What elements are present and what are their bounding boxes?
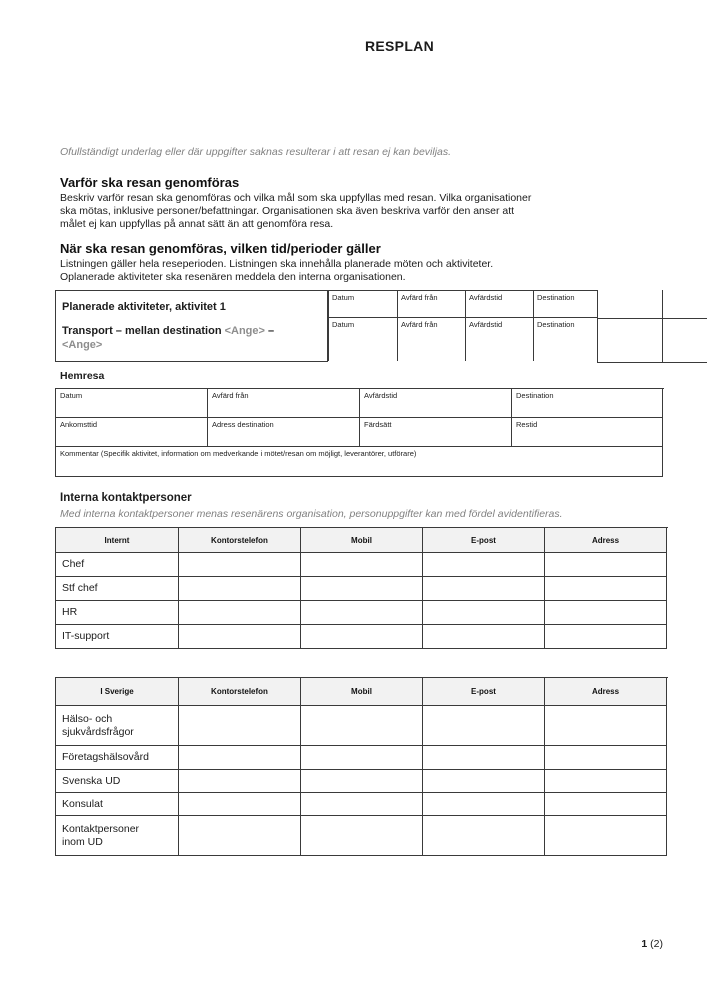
page-number: [641, 938, 663, 950]
empty-cell: [545, 625, 667, 649]
page-number-current: 1: [641, 938, 648, 950]
column-header-cell: Avfärd från: [397, 318, 465, 361]
empty-cell: [301, 601, 423, 625]
empty-cell: [179, 577, 301, 601]
empty-cell: [545, 816, 667, 856]
table-row: [56, 553, 668, 577]
column-header-cell: I Sverige: [56, 678, 179, 706]
row-label-cell: HR: [56, 601, 179, 625]
empty-cell: [179, 816, 301, 856]
field-label-cell: Ankomsttid: [56, 418, 208, 447]
empty-cell: [545, 793, 667, 816]
row-label-cell: Stf chef: [56, 577, 179, 601]
empty-cell: [301, 625, 423, 649]
empty-cell: [179, 706, 301, 746]
column-header-cell: E-post: [423, 678, 545, 706]
table-row: [56, 447, 664, 477]
hemresa-heading: Hemresa: [60, 370, 105, 382]
empty-cell: [301, 793, 423, 816]
empty-cell: [545, 746, 667, 770]
row-label-cell: IT-support: [56, 625, 179, 649]
column-header-cell: Avfärdstid: [465, 290, 533, 318]
table-row: [56, 746, 668, 770]
section-when-paragraph: [60, 258, 660, 284]
activities-row2-label: Transport – mellan destination <Ange> – <Ange>: [62, 325, 275, 351]
empty-cell: [423, 816, 545, 856]
empty-cell: [301, 577, 423, 601]
table-row: [56, 706, 668, 746]
empty-cell: [179, 770, 301, 793]
table-row: [56, 625, 668, 649]
activities-row1-label-cell: [55, 290, 328, 319]
empty-cell: [545, 553, 667, 577]
column-header-cell: Datum: [328, 290, 397, 318]
field-label-cell: Avfärd från: [208, 389, 360, 418]
paragraph-line: målet ej kan uppfyllas på annat sätt än att genomföra resa.: [60, 218, 334, 231]
table-rule: [597, 362, 707, 363]
empty-cell: [545, 601, 667, 625]
table-row: [56, 389, 664, 418]
field-label-cell: Datum: [56, 389, 208, 418]
column-header-cell: Kontorstelefon: [179, 678, 301, 706]
section-why-paragraph: [60, 192, 660, 232]
ange-placeholder: <Ange>: [62, 338, 103, 351]
table-row: [56, 418, 664, 447]
row-label-cell: Konsulat: [56, 793, 179, 816]
column-header-cell: Datum: [328, 318, 397, 361]
row-label-cell: Kontaktpersoner inom UD: [56, 816, 179, 856]
table-row: [56, 793, 668, 816]
field-label-cell: Destination: [512, 389, 663, 418]
column-header-cell: Destination: [533, 318, 597, 361]
empty-cell: [301, 706, 423, 746]
empty-cell: [179, 746, 301, 770]
field-label-cell: Avfärdstid: [360, 389, 512, 418]
table-rule: [597, 290, 598, 362]
empty-cell: [545, 770, 667, 793]
empty-cell: [423, 746, 545, 770]
activities-row2-label-cell: [55, 318, 328, 362]
hemresa-table: [55, 388, 664, 477]
column-header-cell: Mobil: [301, 678, 423, 706]
empty-cell: [179, 625, 301, 649]
table-row: [56, 816, 668, 856]
column-header-cell: Adress: [545, 678, 667, 706]
disclaimer-text: Ofullständigt underlag eller där uppgifter saknas resulterar i att resan ej kan beviljas.: [60, 146, 452, 158]
empty-cell: [301, 816, 423, 856]
column-header-cell: Avfärd från: [397, 290, 465, 318]
table-row: [56, 601, 668, 625]
internal-contacts-table: [55, 527, 668, 649]
page-title: RESPLAN: [365, 38, 434, 54]
column-header-cell: Destination: [533, 290, 597, 318]
field-label-cell: Restid: [512, 418, 663, 447]
column-header-cell: Mobil: [301, 528, 423, 553]
empty-cell: [301, 746, 423, 770]
section-why-heading: Varför ska resan genomföras: [60, 175, 240, 190]
empty-cell: [301, 553, 423, 577]
row-label-cell: Chef: [56, 553, 179, 577]
sweden-contacts-table: [55, 677, 668, 856]
empty-cell: [423, 706, 545, 746]
table-rule: [662, 290, 663, 363]
empty-cell: [179, 553, 301, 577]
paragraph-line: Oplanerade aktiviteter ska resenären meddela den interna organisationen.: [60, 271, 406, 284]
table-row: [56, 770, 668, 793]
field-label-cell: Färdsätt: [360, 418, 512, 447]
column-header-cell: Kontorstelefon: [179, 528, 301, 553]
empty-cell: [423, 625, 545, 649]
column-header-cell: Adress: [545, 528, 667, 553]
field-label-cell: Adress destination: [208, 418, 360, 447]
empty-cell: [423, 601, 545, 625]
paragraph-line: ska mötas, inklusive personer/befattningar. Organisationen ska även beskriva varför den anser att: [60, 205, 515, 218]
table-rule: [597, 318, 707, 319]
empty-cell: [423, 770, 545, 793]
column-header-cell: Internt: [56, 528, 179, 553]
row-label-cell: Hälso- och sjukvårdsfrågor: [56, 706, 179, 746]
paragraph-line: Beskriv varför resan ska genomföras och vilka mål som ska uppfyllas med resan. Vilka organisationer: [60, 192, 532, 204]
empty-cell: [545, 706, 667, 746]
column-header-cell: E-post: [423, 528, 545, 553]
ange-placeholder: <Ange>: [224, 325, 265, 337]
empty-cell: [423, 793, 545, 816]
page-number-total: (2): [650, 938, 663, 950]
row-label-cell: Företagshälsovård: [56, 746, 179, 770]
table-header-row: [56, 528, 668, 553]
internal-contacts-note: Med interna kontaktpersoner menas resenärens organisation, personuppgifter kan med fördel avidentifieras.: [60, 508, 563, 520]
row-label-cell: Svenska UD: [56, 770, 179, 793]
paragraph-line: Listningen gäller hela reseperioden. Listningen ska innehålla planerade möten och aktiviteter.: [60, 258, 494, 270]
activities-row1-label: Planerade aktiviteter, aktivitet 1: [62, 301, 226, 313]
table-header-row: [56, 678, 668, 706]
internal-contacts-heading: Interna kontaktpersoner: [60, 492, 192, 504]
empty-cell: [545, 577, 667, 601]
table-row: [56, 577, 668, 601]
column-header-cell: Avfärdstid: [465, 318, 533, 361]
empty-cell: [423, 553, 545, 577]
empty-cell: [423, 577, 545, 601]
comment-cell: Kommentar (Specifik aktivitet, information om medverkande i mötet/resan om möjligt, leverantörer, utförare): [56, 447, 663, 477]
empty-cell: [301, 770, 423, 793]
empty-cell: [179, 601, 301, 625]
section-when-heading: När ska resan genomföras, vilken tid/perioder gäller: [60, 241, 381, 256]
empty-cell: [179, 793, 301, 816]
